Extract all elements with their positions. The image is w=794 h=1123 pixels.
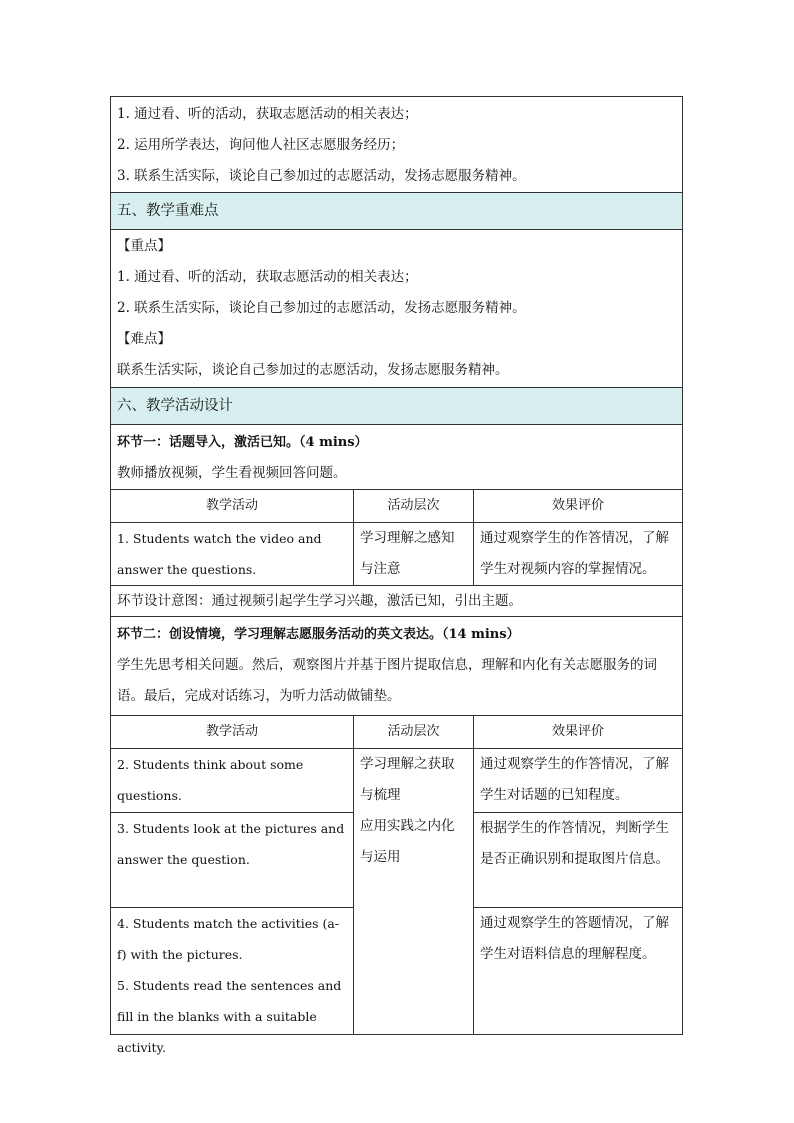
step-2-table-header	[110, 716, 683, 749]
objectives-block	[110, 96, 683, 193]
step-2-title: 环节二：创设情境，学习理解志愿服务活动的英文表达。（14 mins）	[117, 627, 520, 642]
step-2-block	[110, 617, 683, 716]
header-level: 活动层次	[354, 490, 474, 522]
key-point-item: 1. 通过看、听的活动，获取志愿活动的相关表达；	[117, 269, 418, 285]
objective-item: 1. 通过看、听的活动，获取志愿活动的相关表达；	[117, 106, 418, 122]
step-1-table-row	[110, 523, 683, 586]
evaluation-column	[474, 749, 682, 1034]
section-5-heading: 五、教学重难点	[110, 193, 683, 230]
activity-item: 5. Students read the sentences and fill in the blanks with a suitable activity.	[117, 978, 342, 1055]
evaluation-cell: 通过观察学生的作答情况，了解学生对话题的已知程度。	[474, 749, 682, 813]
activity-cell: 1. Students watch the video and answer the questions.	[111, 523, 354, 585]
step-1-intent: 环节设计意图：通过视频引起学生学习兴趣，激活已知，引出主题。	[110, 586, 683, 617]
step-1-block	[110, 425, 683, 490]
key-point-item: 2. 联系生活实际，谈论自己参加过的志愿活动，发扬志愿服务精神。	[117, 300, 526, 316]
activity-column	[111, 749, 354, 1055]
level-cell	[354, 749, 474, 1034]
difficult-point-item: 联系生活实际，谈论自己参加过的志愿活动，发扬志愿服务精神。	[117, 362, 509, 378]
header-level: 活动层次	[354, 716, 474, 748]
evaluation-cell: 通过观察学生的作答情况，了解学生对视频内容的掌握情况。	[480, 530, 669, 577]
section-6-heading: 六、教学活动设计	[110, 388, 683, 425]
level-item: 应用实践之内化与运用	[360, 818, 455, 865]
header-activity: 教学活动	[111, 490, 354, 522]
evaluation-cell: 通过观察学生的答题情况，了解学生对语料信息的理解程度。	[480, 915, 669, 962]
key-difficult-block	[110, 230, 683, 388]
objective-item: 3. 联系生活实际，谈论自己参加过的志愿活动，发扬志愿服务精神。	[117, 168, 526, 184]
key-points-label: 【重点】	[117, 238, 171, 254]
difficult-points-label: 【难点】	[117, 331, 171, 347]
level-cell: 学习理解之感知与注意	[354, 523, 474, 585]
step-2-description: 学生先思考相关问题。然后，观察图片并基于图片提取信息，理解和内化有关志愿服务的词语。最后，完成对话练习，为听力活动做铺垫。	[117, 657, 657, 704]
step-1-table-header	[110, 490, 683, 523]
step-2-table-body	[110, 749, 683, 1055]
header-evaluation: 效果评价	[551, 498, 604, 513]
objective-item: 2. 运用所学表达，询问他人社区志愿服务经历；	[117, 137, 405, 153]
activity-cell	[111, 908, 353, 1063]
activity-item: 4. Students match the activities (a-f) with the pictures.	[117, 916, 340, 962]
lesson-plan-table	[110, 96, 683, 1055]
header-activity: 教学活动	[111, 716, 354, 748]
activity-cell: 2. Students think about some questions.	[111, 749, 353, 813]
evaluation-cell: 根据学生的作答情况，判断学生是否正确识别和提取图片信息。	[474, 813, 682, 908]
step-1-description: 教师播放视频，学生看视频回答问题。	[117, 465, 347, 481]
header-evaluation: 效果评价	[551, 724, 604, 739]
step-1-title: 环节一：话题导入，激活已知。（4 mins）	[117, 435, 368, 450]
activity-cell: 3. Students look at the pictures and answer the question.	[111, 813, 353, 908]
level-item: 学习理解之获取与梳理	[360, 756, 455, 803]
